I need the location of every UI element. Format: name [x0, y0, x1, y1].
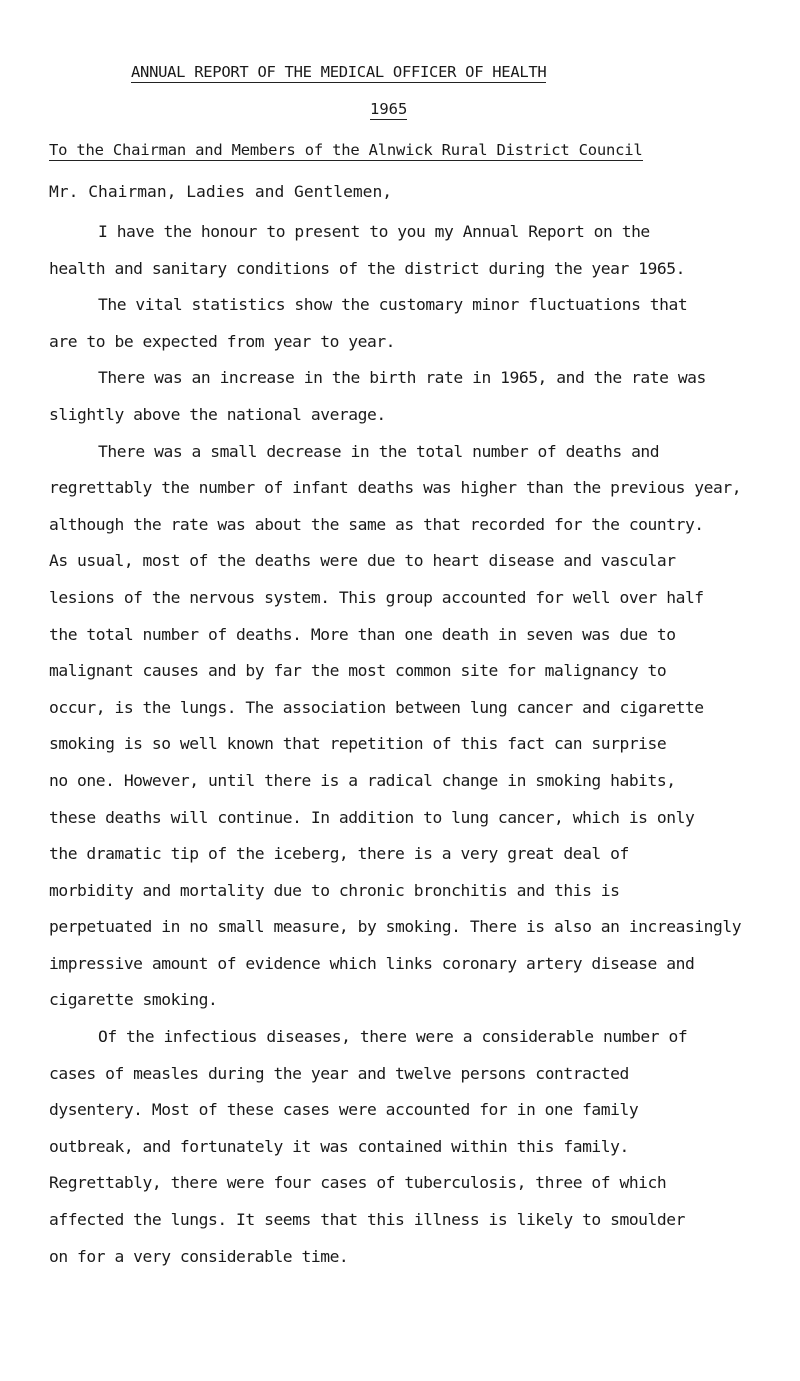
text-line: cases of measles during the year and twelve persons contracted — [49, 1063, 629, 1083]
text-line: malignant causes and by far the most common site for malignancy to — [49, 661, 667, 681]
text-line: although the rate was about the same as that recorded for the country. — [49, 514, 704, 534]
report-heading: ANNUAL REPORT OF THE MEDICAL OFFICER OF HEALTH — [131, 63, 547, 81]
text-line: I have the honour to present to you my Annual Report on the — [98, 222, 650, 241]
text-line: outbreak, and fortunately it was contained within this family. — [49, 1136, 629, 1156]
text-line: on for a very considerable time. — [49, 1246, 349, 1266]
text-line: perpetuated in no small measure, by smoking. There is also an increasingly — [49, 917, 742, 937]
text-line: There was a small decrease in the total number of deaths and — [98, 441, 660, 461]
text-line: impressive amount of evidence which links coronary artery disease and — [49, 953, 695, 973]
text-line: regrettably the number of infant deaths was higher than the previous year, — [49, 478, 742, 498]
text-line: morbidity and mortality due to chronic bronchitis and this is — [49, 880, 620, 900]
salutation: Mr. Chairman, Ladies and Gentlemen, — [49, 182, 393, 201]
text-line: The vital statistics show the customary minor fluctuations that — [98, 295, 688, 315]
addressee-line: To the Chairman and Members of the Alnwick Rural District Council — [49, 141, 643, 159]
text-line: the dramatic tip of the iceberg, there is a very great deal of — [49, 844, 629, 864]
text-line: are to be expected from year to year. — [49, 331, 396, 351]
text-line: affected the lungs. It seems that this illness is likely to smoulder — [49, 1210, 685, 1230]
text-line: There was an increase in the birth rate in 1965, and the rate was — [98, 368, 706, 388]
text-line: the total number of deaths. More than one death in seven was due to — [49, 624, 676, 644]
report-year: 1965 — [370, 100, 408, 118]
text-line: cigarette smoking. — [49, 990, 218, 1010]
text-line: Of the infectious diseases, there were a considerable number of — [98, 1027, 688, 1047]
text-line: smoking is so well known that repetition of this fact can surprise — [49, 734, 667, 754]
text-line: occur, is the lungs. The association between lung cancer and cigarette — [49, 697, 704, 717]
text-line: Regrettably, there were four cases of tuberculosis, three of which — [49, 1173, 667, 1193]
text-line: slightly above the national average. — [49, 404, 386, 424]
text-line: dysentery. Most of these cases were accounted for in one family — [49, 1100, 639, 1120]
text-line: health and sanitary conditions of the district during the year 1965. — [49, 258, 685, 278]
text-line: lesions of the nervous system. This group accounted for well over half — [49, 587, 704, 607]
report-body — [49, 222, 800, 1283]
text-line: no one. However, until there is a radical change in smoking habits, — [49, 770, 676, 790]
text-line: As usual, most of the deaths were due to heart disease and vascular — [49, 551, 676, 571]
text-line: these deaths will continue. In addition to lung cancer, which is only — [49, 807, 695, 827]
